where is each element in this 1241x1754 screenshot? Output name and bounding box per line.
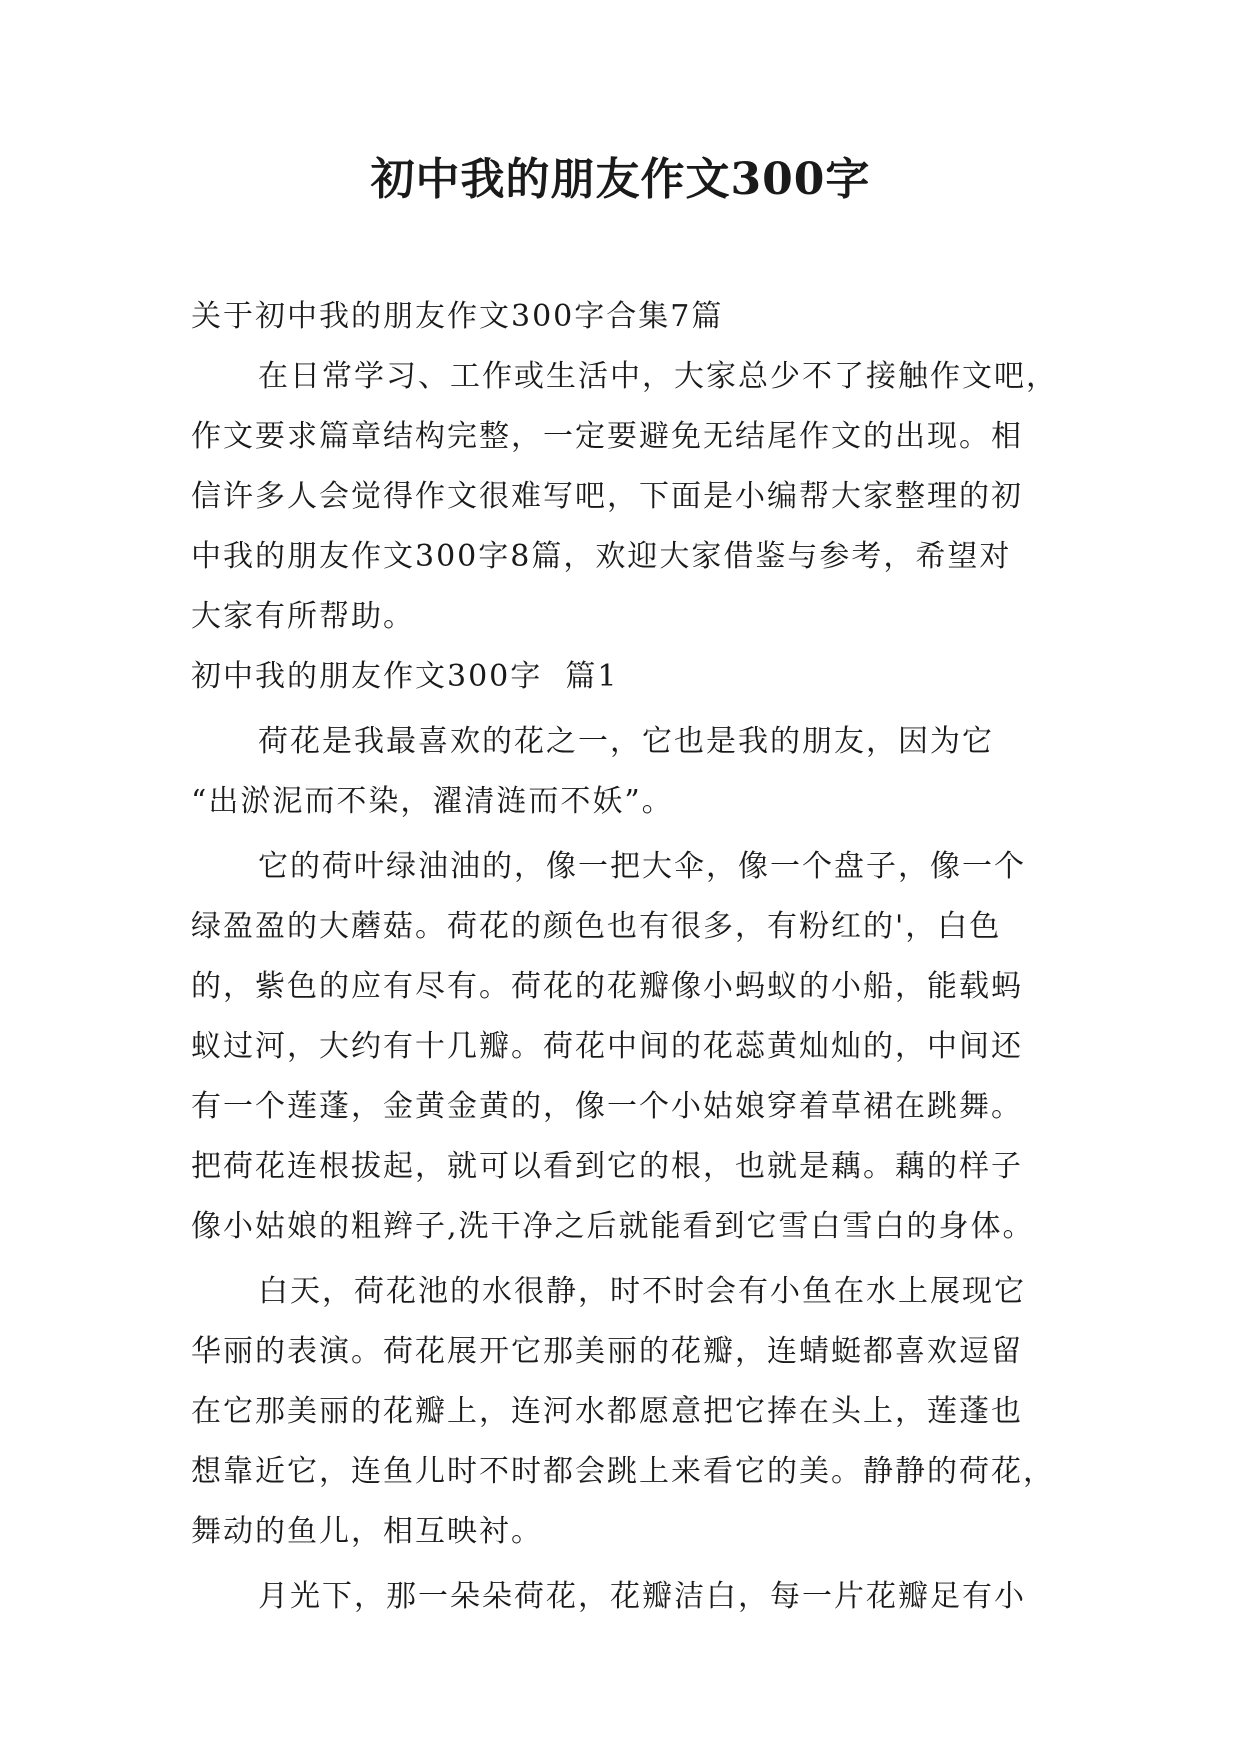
paragraph-line: 蚁过河，大约有十几瓣。荷花中间的花蕊黄灿灿的，中间还: [191, 1029, 1023, 1064]
paragraph-line: 荷花是我最喜欢的花之一，它也是我的朋友，因为它: [258, 724, 994, 759]
paragraph-line: 华丽的表演。荷花展开它那美丽的花瓣，连蜻蜓都喜欢逗留: [191, 1334, 1023, 1369]
paragraph-1: [191, 712, 1071, 832]
subtitle: 关于初中我的朋友作文300字合集7篇: [191, 299, 724, 334]
paragraph-4: [191, 1567, 1071, 1627]
paragraph-line: 像小姑娘的粗辫子,洗干净之后就能看到它雪白雪白的身体。: [191, 1209, 1035, 1244]
paragraph-line: 信许多人会觉得作文很难写吧，下面是小编帮大家整理的初: [191, 479, 1023, 514]
paragraph-line: 白天，荷花池的水很静，时不时会有小鱼在水上展现它: [258, 1274, 1026, 1309]
paragraph-line: 把荷花连根拔起，就可以看到它的根，也就是藕。藕的样子: [191, 1149, 1023, 1184]
paragraph-line: 月光下，那一朵朵荷花，花瓣洁白，每一片花瓣足有小: [258, 1579, 1026, 1614]
paragraph-line: “出淤泥而不染，濯清涟而不妖”。: [191, 784, 674, 819]
paragraph-line: 在日常学习、工作或生活中，大家总少不了接触作文吧，: [258, 359, 1058, 394]
paragraph-line: 有一个莲蓬，金黄金黄的，像一个小姑娘穿着草裙在跳舞。: [191, 1089, 1023, 1124]
paragraph-line: 想靠近它，连鱼儿时不时都会跳上来看它的美。静静的荷花，: [191, 1454, 1055, 1489]
paragraph-line: 它的荷叶绿油油的，像一把大伞，像一个盘子，像一个: [258, 849, 1026, 884]
paragraph-line: 的，紫色的应有尽有。荷花的花瓣像小蚂蚁的小船，能载蚂: [191, 969, 1023, 1004]
section-heading: 初中我的朋友作文300字 篇1: [191, 659, 619, 694]
paragraph-line: 作文要求篇章结构完整，一定要避免无结尾作文的出现。相: [191, 419, 1023, 454]
paragraph-3: [191, 1262, 1071, 1562]
paragraph-line: 绿盈盈的大蘑菇。荷花的颜色也有很多，有粉红的'，白色: [191, 909, 1002, 944]
document-body: [191, 287, 1071, 1627]
paragraph-line: 在它那美丽的花瓣上，连河水都愿意把它捧在头上，莲蓬也: [191, 1394, 1023, 1429]
intro-paragraph: [191, 347, 1071, 647]
page-title: 初中我的朋友作文300字: [370, 154, 871, 205]
paragraph-line: 中我的朋友作文300字8篇，欢迎大家借鉴与参考，希望对: [191, 539, 1012, 574]
paragraph-line: 舞动的鱼儿，相互映衬。: [191, 1514, 543, 1549]
paragraph-line: 大家有所帮助。: [191, 599, 415, 634]
paragraph-2: [191, 837, 1071, 1257]
